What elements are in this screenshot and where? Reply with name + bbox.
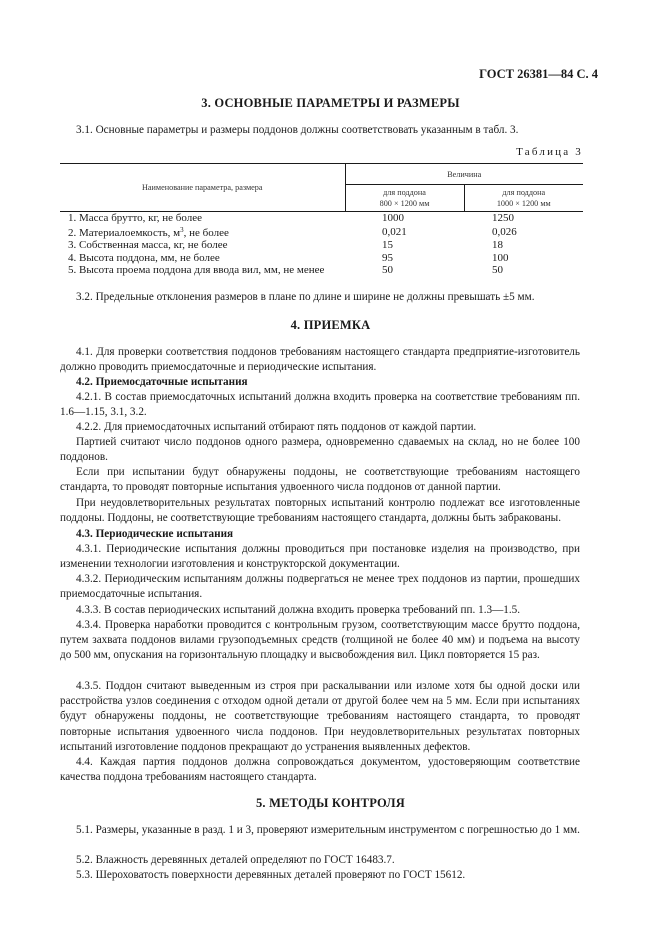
paragraph-5-1: 5.1. Размеры, указанные в разд. 1 и 3, проверяют измерительным инструментом с погрешностью до 1 мм. — [76, 824, 580, 836]
table-header-800: для поддона 800 × 1200 мм — [345, 185, 464, 212]
subheading-4-2: 4.2. Приемосдаточные испытания — [76, 376, 248, 388]
paragraph-4-4: 4.4. Каждая партия поддонов должна сопровождаться документом, удостоверяющим соответствие качества поддона требованиям настоящего стандарта. — [60, 756, 580, 784]
paragraph-3-2: 3.2. Предельные отклонения размеров в плане по длине и ширине не должны превышать ±5 мм. — [76, 291, 535, 303]
paragraph-4-3-1: 4.3.1. Периодические испытания должны проводиться при постановке изделия на производство, при изменении технологии изготовления и конструкторской документации. — [60, 543, 580, 571]
table-header-1000: для поддона 1000 × 1200 мм — [464, 185, 583, 212]
page-header: ГОСТ 26381—84 С. 4 — [479, 67, 598, 81]
table-row: 1. Масса брутто, кг, не более 1000 1250 — [68, 212, 514, 224]
paragraph-repeat: Если при испытании будут обнаружены поддоны, не соответствующие требованиям настоящего стандарта, то проводят повторные испытания удвоенного числа поддонов от данной партии. — [60, 466, 580, 494]
paragraph-4-1: 4.1. Для проверки соответствия поддонов требованиям настоящего стандарта предприятие-изготовитель должно проводить приемосдаточные и периодические испытания. — [60, 346, 580, 374]
table-header-value: Величина — [345, 164, 583, 185]
paragraph-4-2-1: 4.2.1. В состав приемосдаточных испытаний должна входить проверка на соответствие требованиям пп. 1.6—1.15, 3.1, 3.2. — [60, 391, 580, 419]
section-3-title: 3. ОСНОВНЫЕ ПАРАМЕТРЫ И РАЗМЕРЫ — [201, 96, 460, 110]
paragraph-4-2-2: 4.2.2. Для приемосдаточных испытаний отбирают пять поддонов от каждой партии. — [76, 421, 477, 433]
paragraph-4-3-4: 4.3.4. Проверка наработки проводится с контрольным грузом, соответствующим массе брутто поддона, путем захвата поддонов вилами грузоподъемных средств (толщиной не более 40 мм) и подъема на высоту до 500 мм, опускания на горизонтальную площадку и высвобождения вил. Цикл повторяется 15 раз. — [60, 619, 580, 662]
table-row: 5. Высота проема поддона для ввода вил, мм, не менее 50 50 — [68, 263, 503, 276]
table-label: Таблица 3 — [516, 146, 583, 158]
paragraph-party: Партией считают число поддонов одного размера, одновременно сдаваемых на склад, но не более 100 поддонов. — [60, 436, 580, 464]
parameters-table — [60, 163, 583, 276]
table-row: 4. Высота поддона, мм, не более 95 100 — [68, 251, 509, 264]
paragraph-5-3: 5.3. Шероховатость поверхности деревянных деталей проверяют по ГОСТ 15612. — [76, 869, 466, 881]
paragraph-3-1: 3.1. Основные параметры и размеры поддонов должны соответствовать указанным в табл. 3. — [76, 124, 519, 136]
subheading-4-3: 4.3. Периодические испытания — [76, 528, 234, 540]
section-4-title: 4. ПРИЕМКА — [290, 318, 371, 332]
paragraph-5-2: 5.2. Влажность деревянных деталей определяют по ГОСТ 16483.7. — [76, 854, 395, 866]
table-row: 2. Материалоемкость, $м^3$, не более 0,021 0,026 — [68, 225, 517, 240]
paragraph-4-3-3: 4.3.3. В состав периодических испытаний должна входить проверка требований пп. 1.3—1.5. — [76, 604, 521, 616]
paragraph-reject: При неудовлетворительных результатах повторных испытаний контролю подлежат все изготовленные поддоны. Поддоны, не соответствующие требованиям настоящего стандарта, должны быть забракованы. — [60, 497, 580, 525]
table-row: 3. Собственная масса, кг, не более 15 18 — [68, 239, 503, 252]
paragraph-4-3-2: 4.3.2. Периодическим испытаниям должны подвергаться не менее трех поддонов из партии, прошедших приемосдаточные испытания. — [60, 573, 580, 601]
paragraph-4-3-5: 4.3.5. Поддон считают выведенным из строя при раскалывании или изломе хотя бы одной доски или расстройства узлов соединения с отходом одной детали от другой более чем на 5 мм. Если при испытаниях будут обнаружены поддоны, не соответствующие требованиям настоящего стандарта, то проводят повторные испытания удвоенного числа поддонов. При неудовлетворительных результатах повторных испытаний изготовление поддонов прекращают до устранения выявленных дефектов. — [60, 680, 580, 753]
table-header-name: Наименование параметра, размера — [60, 164, 345, 212]
section-5-title: 5. МЕТОДЫ КОНТРОЛЯ — [255, 796, 406, 810]
